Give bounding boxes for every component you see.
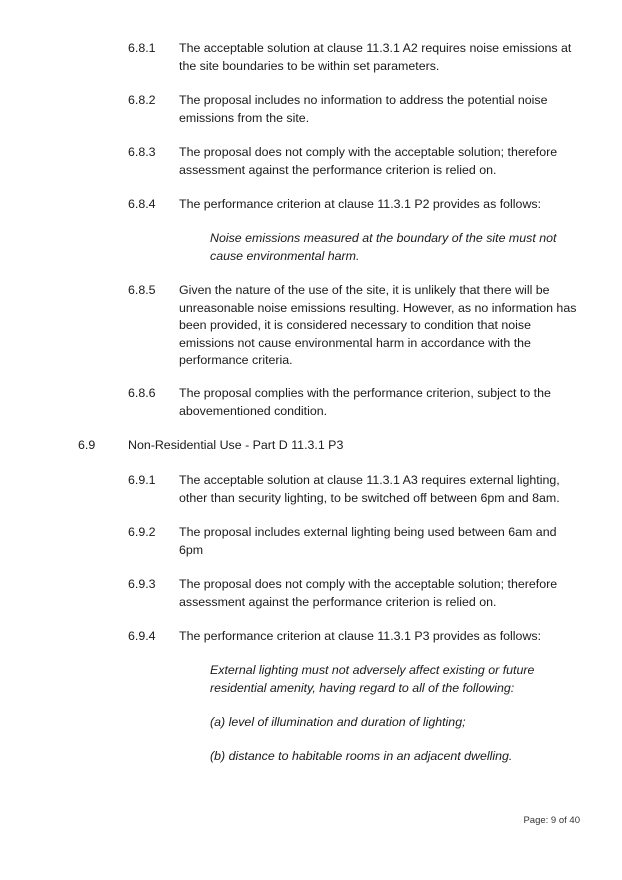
clause-text: Given the nature of the use of the site, it is unlikely that there will be unreasonable noise emissions resulting. However, as no information has been provided, it is considered necessary to condition that noise emissions not cause environmental harm in accordance with the performance criteria. xyxy=(179,283,577,367)
clause-number: 6.9.4 xyxy=(128,629,156,643)
page-number: Page: 9 of 40 xyxy=(523,815,580,826)
clause-text: The acceptable solution at clause 11.3.1 A2 requires noise emissions at the site boundaries to be within set parameters. xyxy=(179,41,572,73)
clause-text: The proposal complies with the performance criterion, subject to the abovementioned condition. xyxy=(179,386,551,418)
quote-text: (a) level of illumination and duration of lighting; xyxy=(210,715,466,729)
clause-text: The proposal does not comply with the acceptable solution; therefore assessment against the performance criterion is relied on. xyxy=(179,577,558,609)
clause-number: 6.8.2 xyxy=(128,93,156,107)
quote-text: External lighting must not adversely affect existing or future residential amenity, having regard to all of the following: xyxy=(210,663,535,695)
clause-number: 6.9.3 xyxy=(128,577,156,591)
clause-number: 6.8.4 xyxy=(128,197,156,211)
clause-text: The proposal includes no information to address the potential noise emissions from the site. xyxy=(179,93,548,125)
clause-text: The performance criterion at clause 11.3.1 P2 provides as follows: xyxy=(179,197,542,211)
clause-text: The proposal does not comply with the acceptable solution; therefore assessment against the performance criterion is relied on. xyxy=(179,145,558,177)
clause-number: 6.8.3 xyxy=(128,145,156,159)
section-title: Non-Residential Use - Part D 11.3.1 P3 xyxy=(128,438,344,452)
clause-number: 6.9.1 xyxy=(128,473,156,487)
quote-text: Noise emissions measured at the boundary of the site must not cause environmental harm. xyxy=(210,231,557,263)
clause-text: The performance criterion at clause 11.3.1 P3 provides as follows: xyxy=(179,629,542,643)
clause-number: 6.8.6 xyxy=(128,386,156,400)
clause-text: The proposal includes external lighting being used between 6am and 6pm xyxy=(179,525,557,557)
quote-text: (b) distance to habitable rooms in an adjacent dwelling. xyxy=(210,749,513,763)
clause-number: 6.9.2 xyxy=(128,525,156,539)
clause-number: 6.8.1 xyxy=(128,41,156,55)
section-number: 6.9 xyxy=(78,438,96,452)
clause-number: 6.8.5 xyxy=(128,283,156,297)
clause-text: The acceptable solution at clause 11.3.1 A3 requires external lighting, other than security lighting, to be switched off between 6pm and 8am. xyxy=(179,473,560,505)
